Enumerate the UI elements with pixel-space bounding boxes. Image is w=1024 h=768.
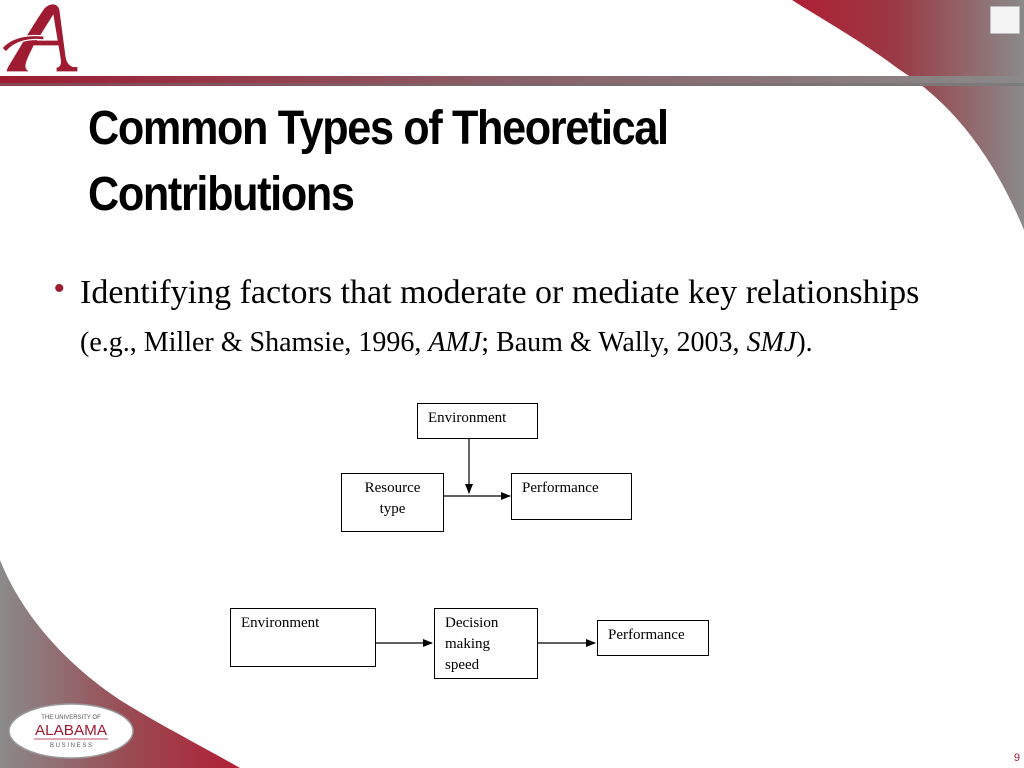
- logo-line-2: ALABAMA: [35, 722, 108, 739]
- mediation-performance-label: Performance: [608, 627, 685, 643]
- mediation-environment-label: Environment: [241, 615, 320, 631]
- citation-open: (e.g., Miller & Shamsie, 1996,: [80, 327, 429, 358]
- title-line-2: Contributions: [88, 168, 354, 221]
- bullet-dot-icon: •: [54, 272, 65, 305]
- title-line-1: Common Types of Theoretical: [88, 102, 668, 155]
- slide-number: 9: [1013, 752, 1020, 764]
- logo-line-3: B U S I N E S S: [49, 743, 93, 749]
- moderation-performance-label: Performance: [522, 480, 599, 496]
- resource-type-line-1: Resource: [364, 480, 421, 496]
- citation-close: ).: [796, 327, 813, 358]
- moderation-performance-box: [511, 473, 632, 520]
- citation-mid: ; Baum & Wally, 2003,: [481, 327, 747, 358]
- resource-type-box: [341, 473, 444, 532]
- bullet-lead-text: Identifying factors that moderate or mediate key relationships: [80, 274, 920, 311]
- moderator-environment-box: [417, 403, 538, 439]
- journal-smj: SMJ: [746, 327, 797, 358]
- mediation-environment-box: [230, 608, 376, 667]
- journal-amj: AMJ: [428, 327, 482, 358]
- mediation-performance-box: [597, 620, 709, 656]
- decision-making-speed-box: [434, 608, 538, 679]
- logo-line-1: THE UNIVERSITY OF: [41, 715, 101, 721]
- mediator-line-3: speed: [445, 657, 480, 673]
- resource-type-line-2: type: [379, 501, 406, 517]
- mediator-line-2: making: [445, 636, 490, 652]
- alabama-business-logo: [8, 703, 134, 759]
- mediator-line-1: Decision: [445, 615, 499, 631]
- moderator-label: Environment: [428, 410, 507, 426]
